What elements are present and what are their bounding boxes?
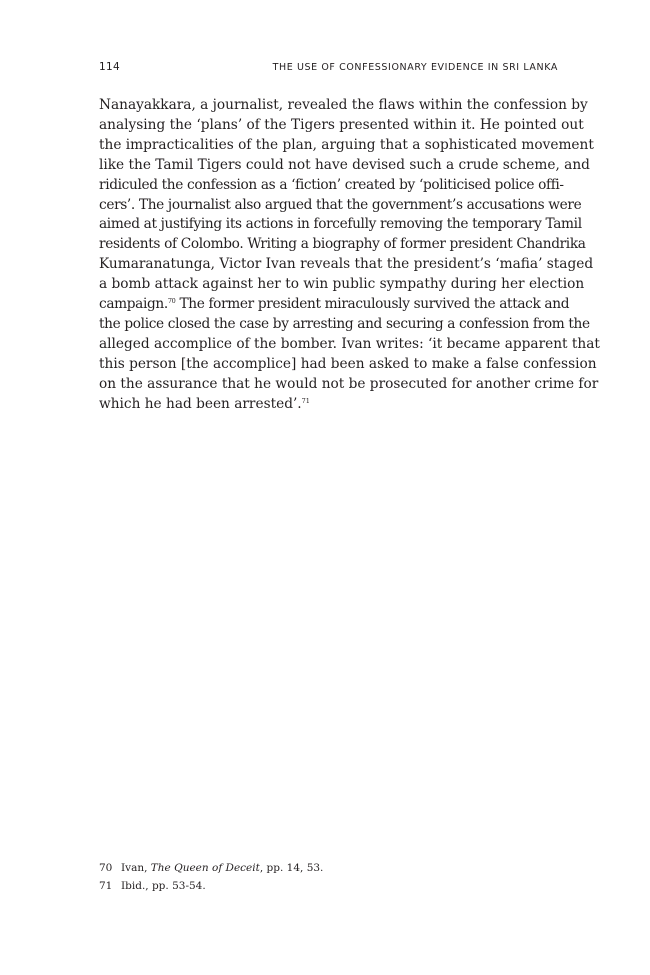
- running-head: THE USE OF CONFESSIONARY EVIDENCE IN SRI LANKA: [272, 62, 558, 73]
- text-line: residents of Colombo. Writing a biography of former president Chandrika: [99, 236, 586, 253]
- body-paragraph: [99, 96, 600, 415]
- footnotes: [99, 859, 323, 895]
- text-line: aimed at justifying its actions in forcefully removing the temporary Tamil: [99, 216, 582, 233]
- footnote-ref-70[interactable]: 70: [167, 297, 176, 306]
- text-line: a bomb attack against her to win public sympathy during her election: [99, 276, 585, 293]
- text-line: on the assurance that he would not be prosecuted for another crime for: [99, 375, 599, 392]
- footnote-number: 71: [99, 880, 113, 892]
- footnote-71: [99, 877, 323, 895]
- footnote-70: [99, 859, 323, 877]
- text-line: cers’. The journalist also argued that the government’s accusations were: [99, 196, 582, 213]
- campaign-text: campaign.: [99, 296, 168, 313]
- text-line: Kumaranatunga, Victor Ivan reveals that the president’s ‘mafia’ staged: [99, 256, 594, 273]
- footnote-text: , pp. 14, 53.: [259, 862, 324, 874]
- text-line: alleged accomplice of the bomber. Ivan writes: ‘it became apparent that: [99, 335, 600, 352]
- text-line: ridiculed the confession as a ‘fiction’ created by ‘politicised police offi-: [99, 176, 564, 193]
- page-number: 114: [99, 61, 120, 73]
- text-line: the police closed the case by arresting and securing a confession from the: [99, 315, 590, 332]
- text-line: analysing the ‘plans’ of the Tigers presented within it. He pointed out: [99, 116, 584, 133]
- book-title: The Queen of Deceit: [150, 862, 260, 874]
- text-line: like the Tamil Tigers could not have devised such a crude scheme, and: [99, 156, 590, 173]
- text-line: [99, 295, 570, 315]
- footnote-ref-71[interactable]: 71: [301, 396, 310, 405]
- text-line: [99, 395, 559, 415]
- footnote-number: 70: [99, 862, 113, 874]
- footnote-text: Ibid., pp. 53-54.: [121, 880, 206, 892]
- footnote-text: Ivan,: [121, 862, 151, 874]
- text-line: Nanayakkara, a journalist, revealed the flaws within the confession by: [99, 97, 588, 113]
- text-continuation: The former president miraculously survived the attack and: [175, 296, 570, 313]
- text-line: this person [the accomplice] had been asked to make a false confession: [99, 355, 597, 372]
- final-text: which he had been arrested’.: [99, 395, 302, 412]
- text-line: the impracticalities of the plan, arguing that a sophisticated movement: [99, 136, 594, 153]
